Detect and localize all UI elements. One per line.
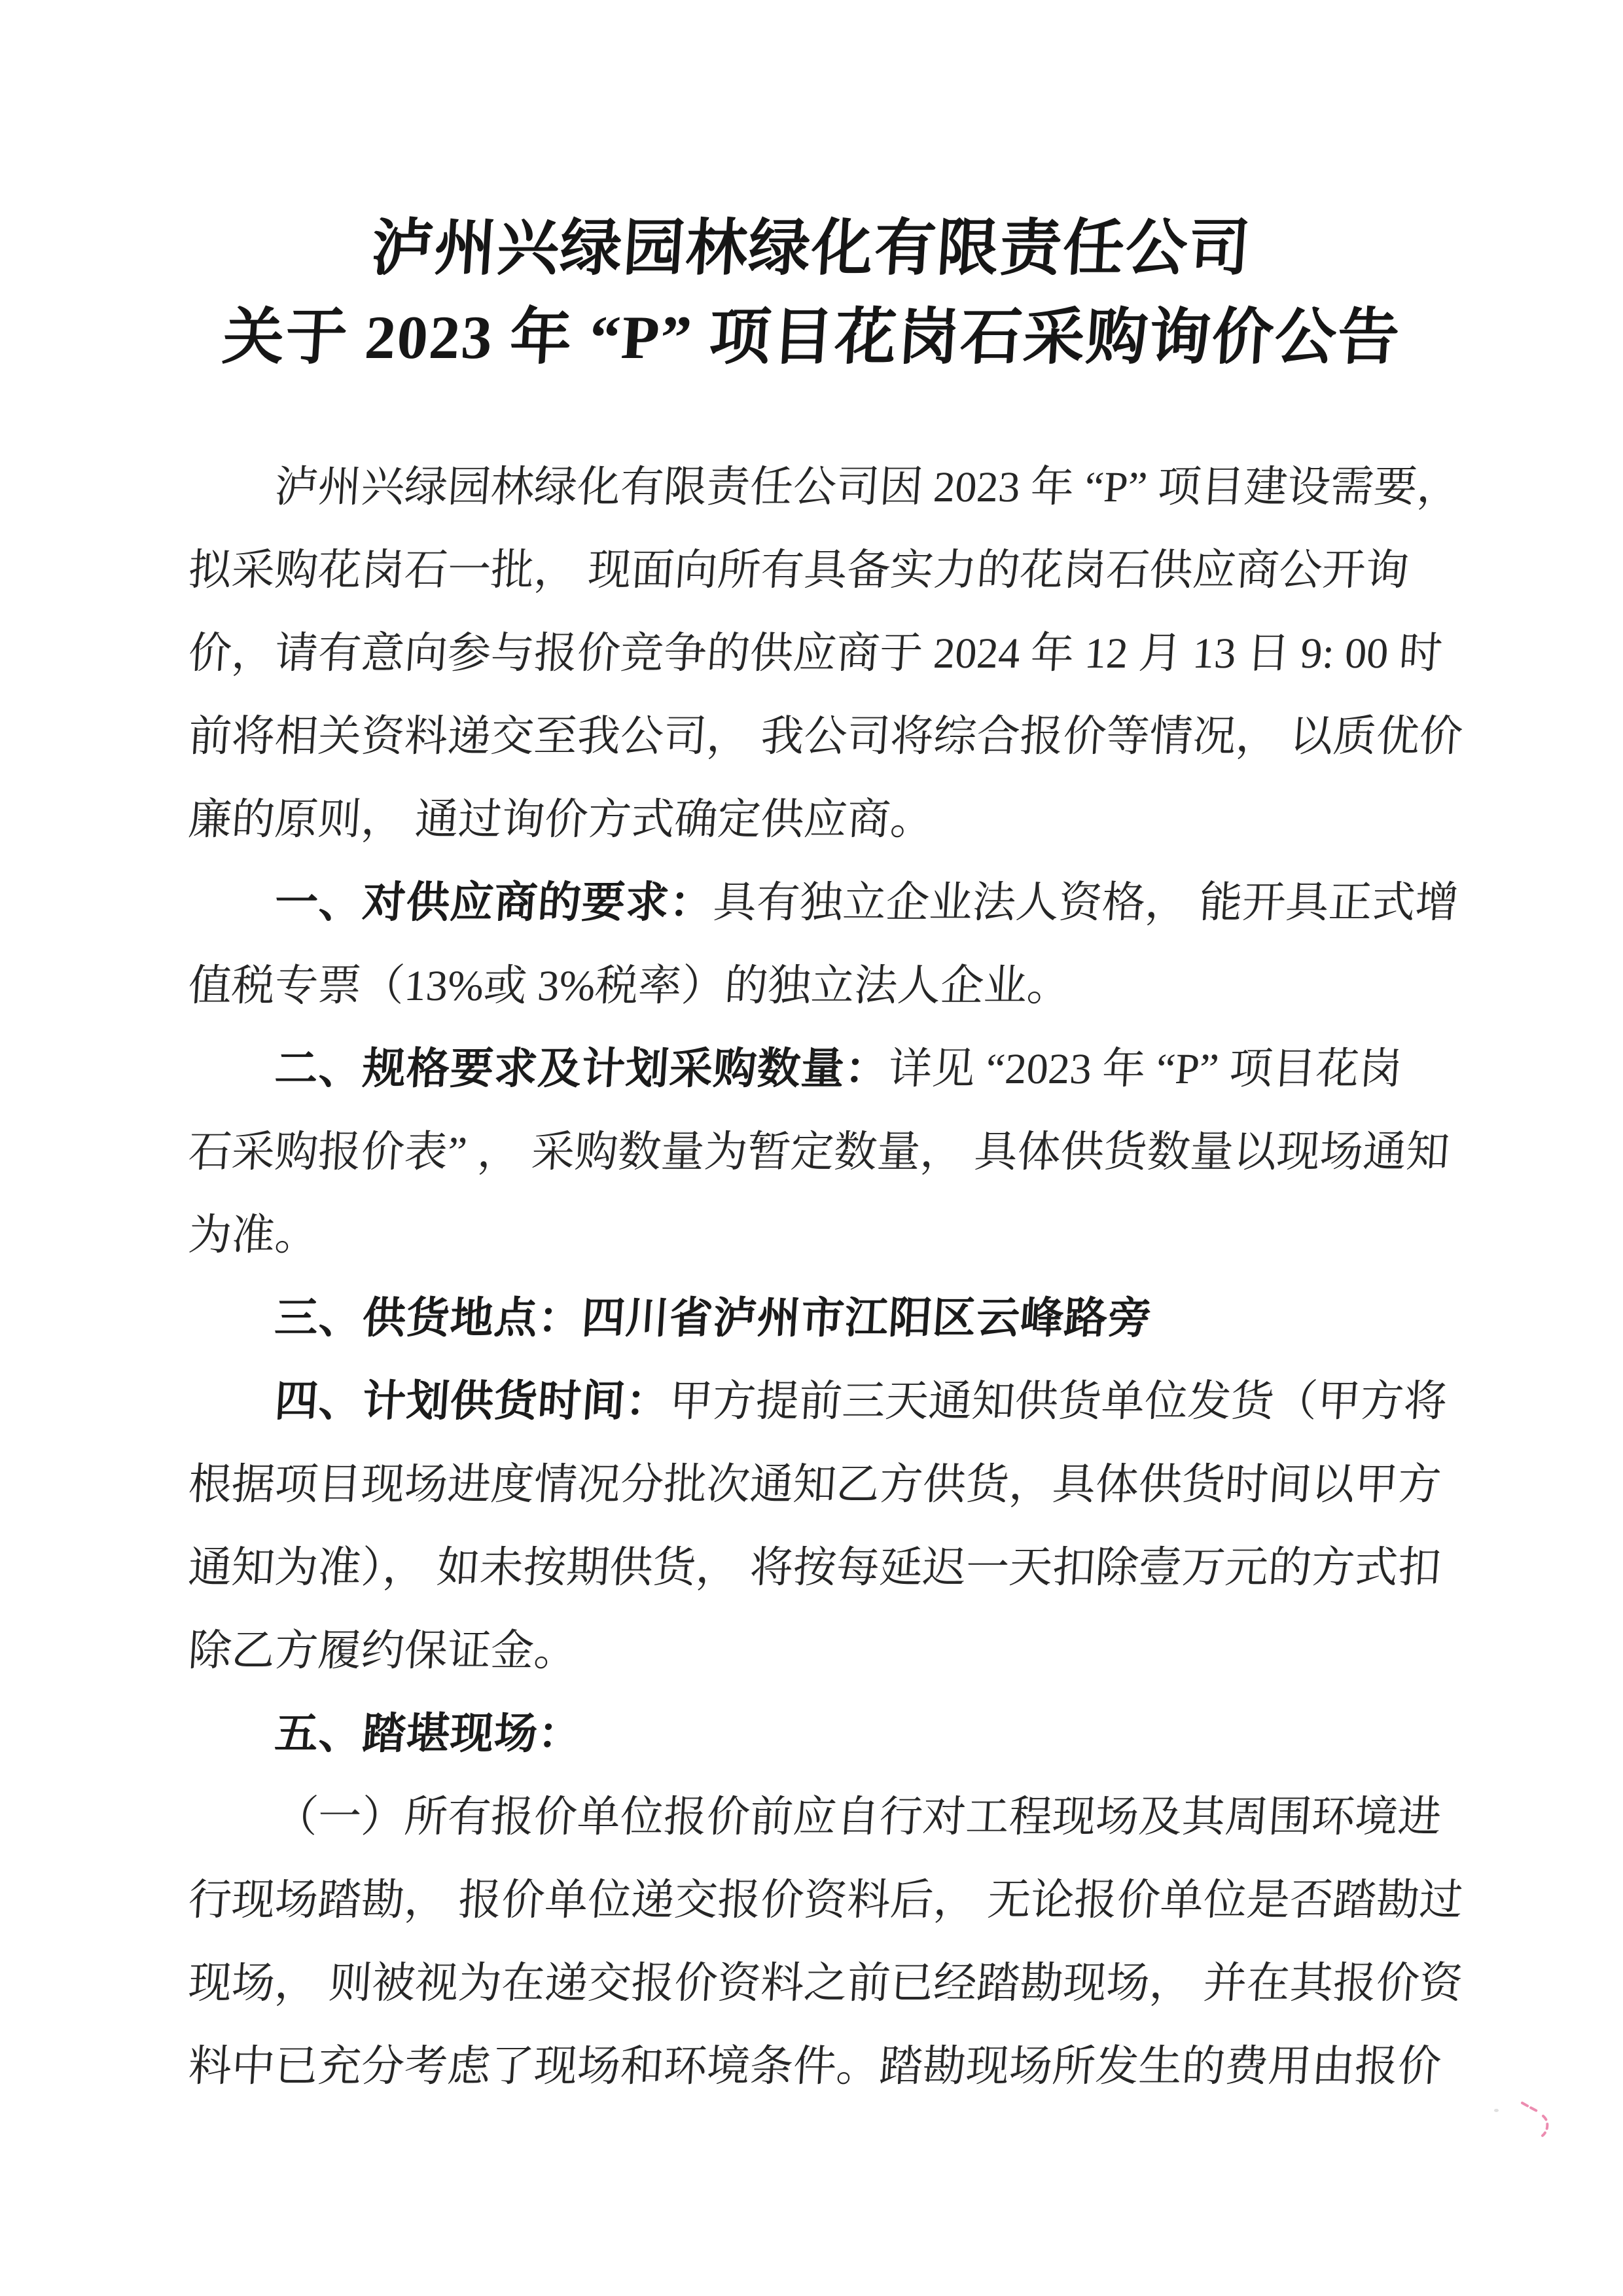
text-line <box>186 1526 1448 1609</box>
text-line <box>186 1775 1448 1858</box>
text-line <box>186 1858 1465 1941</box>
section-heading: 四、计划供货时间： <box>273 1376 671 1425</box>
text-line <box>186 1692 1448 1775</box>
text-line <box>186 778 1448 861</box>
text-line <box>186 1193 1448 1276</box>
text-line <box>186 861 1460 944</box>
text-line <box>186 1110 1452 1193</box>
line-text: 具有独立企业法人资格， 能开具正式增 <box>711 879 1460 927</box>
text-line <box>186 1443 1448 1526</box>
line-text: 通知为准）， 如未按期供货， 将按每延迟一天扣除壹万元的方式扣 <box>187 1544 1443 1592</box>
line-text: （一）所有报价单位报价前应自行对工程现场及其周围环境进 <box>273 1793 1443 1841</box>
text-line <box>186 1359 1448 1443</box>
document-title-line2: 关于 2023 年 “P” 项目花岗石采购询价公告 <box>221 304 1402 372</box>
text-line <box>186 445 1462 528</box>
section-heading: 三、供货地点：四川省泸州市江阳区云峰路旁 <box>273 1293 1154 1342</box>
section-heading: 二、规格要求及计划采购数量： <box>273 1044 891 1092</box>
document-title-line1: 泸州兴绿园林绿化有限责任公司 <box>369 215 1254 283</box>
line-text: 拟采购花岗石一批， 现面向所有具备实力的花岗石供应商公开询 <box>187 547 1410 594</box>
text-line <box>186 694 1465 778</box>
text-line <box>186 944 1448 1027</box>
text-line <box>186 1609 1448 1692</box>
line-text: 为准。 <box>187 1211 320 1259</box>
line-text: 前将相关资料递交至我公司， 我公司将综合报价等情况， 以质优价 <box>187 713 1465 761</box>
text-line <box>186 1941 1465 2024</box>
text-line <box>186 611 1448 694</box>
text-line <box>186 1276 1448 1359</box>
section-heading: 一、对供应商的要求： <box>273 878 715 926</box>
text-line <box>186 528 1448 611</box>
line-text: 现场， 则被视为在递交报价资料之前已经踏勘现场， 并在其报价资 <box>187 1960 1465 2007</box>
text-line <box>186 1027 1448 1110</box>
line-text: 价，请有意向参与报价竞争的供应商于 2024 年 12 月 13 日 9: 00 时 <box>187 630 1444 677</box>
line-text: 料中已充分考虑了现场和环境条件。踏勘现场所发生的费用由报价 <box>187 2043 1443 2090</box>
line-text: 甲方提前三天通知供货单位发货（甲方将 <box>668 1378 1449 1426</box>
line-text: 廉的原则， 通过询价方式确定供应商。 <box>187 796 935 844</box>
line-text: 行现场踏勘， 报价单位递交报价资料后， 无论报价单位是否踏勘过 <box>187 1876 1465 1924</box>
line-text: 根据项目现场进度情况分批次通知乙方供货，具体供货时间以甲方 <box>187 1461 1443 1509</box>
section-heading: 五、踏堪现场： <box>273 1709 584 1757</box>
text-line <box>186 2024 1448 2108</box>
line-text: 值税专票（13%或 3%税率）的独立法人企业。 <box>187 962 1072 1010</box>
line-text: 泸州兴绿园林绿化有限责任公司因 2023 年 “P” 项目建设需要， <box>273 463 1462 511</box>
line-text: 详见 “2023 年 “P” 项目花岗 <box>887 1045 1404 1093</box>
line-text: 除乙方履约保证金。 <box>187 1627 579 1675</box>
pink-pen-smudge-icon <box>1492 2091 1571 2150</box>
document-body <box>187 445 1465 2108</box>
line-text: 石采购报价表” ， 采购数量为暂定数量， 具体供货数量以现场通知 <box>187 1128 1452 1176</box>
